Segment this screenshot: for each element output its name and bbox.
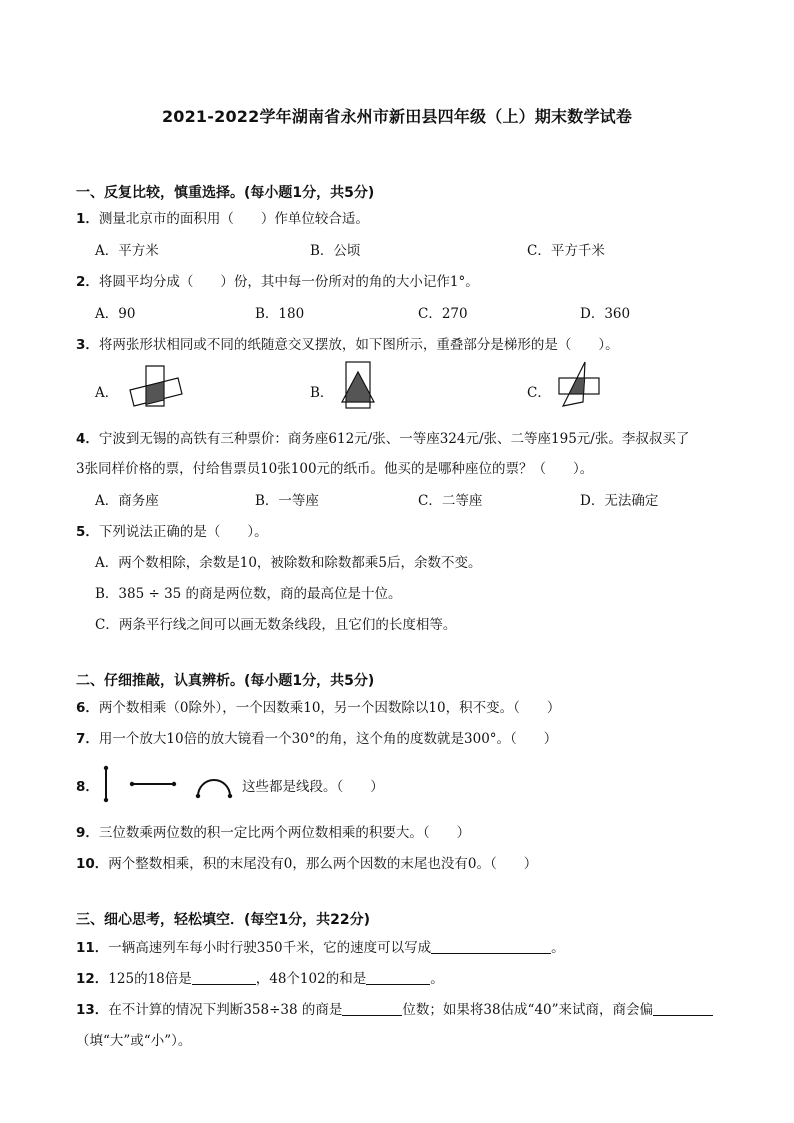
question-number: 6． — [76, 700, 99, 716]
overlap-figure-b — [338, 360, 378, 412]
question-7 — [76, 727, 557, 747]
question-number: 8． — [76, 779, 99, 795]
question-5 — [76, 520, 268, 540]
option-1c[interactable]: C．平方千米 — [527, 243, 605, 259]
question-number: 7． — [76, 731, 99, 747]
answer-blank[interactable] — [653, 1001, 713, 1016]
question-number: 1． — [76, 211, 99, 227]
option-5b[interactable]: B．385 ÷ 35 的商是两位数，商的最高位是十位。 — [95, 586, 402, 602]
question-text: 两个整数相乘，积的末尾没有0，那么两个因数的末尾也没有0。（ ） — [108, 856, 538, 872]
question-text: 下列说法正确的是（ ）。 — [98, 524, 268, 540]
segment-figures — [100, 764, 235, 804]
question-4-line2: 3张同样价格的票，付给售票员10张100元的纸币。他买的是哪种座位的票？（ ）。 — [76, 461, 594, 477]
option-2c[interactable]: C．270 — [418, 306, 468, 322]
option-1a[interactable]: A．平方米 — [95, 243, 159, 259]
question-9 — [76, 821, 470, 841]
question-text: 将两张形状相同或不同的纸随意交叉摆放，如下图所示，重叠部分是梯形的是（ ）。 — [98, 337, 619, 353]
question-13 — [76, 998, 713, 1018]
question-3 — [76, 333, 619, 353]
option-2d[interactable]: D．360 — [580, 306, 631, 322]
question-number: 9． — [76, 825, 99, 841]
question-1 — [76, 207, 369, 227]
question-text: ，48个102的和是 — [255, 971, 367, 987]
question-text: 三位数乘两位数的积一定比两个两位数相乘的积要大。（ ） — [98, 825, 471, 841]
question-text: 将圆平均分成（ ）份，其中每一份所对的角的大小记作1°。 — [98, 274, 479, 290]
question-text: 在不计算的情况下判断358÷38 的商是 — [108, 1002, 343, 1018]
option-3b[interactable]: B． — [310, 385, 334, 401]
section-heading-2: 二、仔细推敲，认真辨析。(每小题1分，共5分) — [76, 673, 375, 689]
question-12 — [76, 967, 444, 987]
overlap-figure-c — [555, 360, 605, 410]
answer-blank[interactable] — [431, 939, 551, 954]
overlap-figure-a — [124, 362, 188, 408]
option-4d[interactable]: D．无法确定 — [580, 493, 659, 509]
question-number: 12． — [76, 971, 109, 987]
option-5a[interactable]: A．两个数相除，余数是10，被除数和除数都乘5后，余数不变。 — [95, 555, 482, 571]
question-text-end: 。 — [551, 940, 565, 956]
question-11 — [76, 936, 565, 956]
question-4 — [76, 427, 689, 447]
question-text: 宁波到无锡的高铁有三种票价：商务座612元/张、一等座324元/张、二等座195元/张。李叔叔买了 — [98, 431, 690, 447]
question-number: 10． — [76, 856, 109, 872]
question-text: 位数；如果将38估成“40”来试商，商会偏 — [402, 1002, 654, 1018]
answer-blank[interactable] — [366, 970, 430, 985]
option-4b[interactable]: B．一等座 — [255, 493, 319, 509]
option-2b[interactable]: B．180 — [255, 306, 305, 322]
question-6 — [76, 696, 560, 716]
question-text-end: 。 — [430, 971, 444, 987]
question-8-text: 这些都是线段。（ ） — [242, 779, 384, 795]
option-1b[interactable]: B．公顷 — [310, 243, 361, 259]
option-2a[interactable]: A．90 — [95, 306, 136, 322]
page-title: 2021-2022学年湖南省永州市新田县四年级（上）期末数学试卷 — [161, 107, 633, 126]
question-text: 测量北京市的面积用（ ）作单位较合适。 — [98, 211, 369, 227]
section-heading-1: 一、反复比较，慎重选择。(每小题1分，共5分) — [76, 185, 375, 201]
question-text: 125的18倍是 — [108, 971, 192, 987]
question-number: 2． — [76, 274, 99, 290]
question-13-line2: （填“大”或“小”）。 — [76, 1033, 192, 1049]
question-number: 11． — [76, 940, 109, 956]
question-text: 两个数相乘（0除外），一个因数乘10，另一个因数除以10，积不变。（ ） — [98, 700, 561, 716]
option-3a[interactable]: A． — [95, 385, 119, 401]
question-number: 4． — [76, 431, 99, 447]
option-3c[interactable]: C． — [527, 385, 551, 401]
question-number: 5． — [76, 524, 99, 540]
question-text: 用一个放大10倍的放大镜看一个30°的角，这个角的度数就是300°。（ ） — [98, 731, 558, 747]
question-2 — [76, 270, 479, 290]
question-number: 13． — [76, 1002, 109, 1018]
option-4c[interactable]: C．二等座 — [418, 493, 483, 509]
question-10 — [76, 852, 537, 872]
answer-blank[interactable] — [342, 1001, 402, 1016]
answer-blank[interactable] — [192, 970, 256, 985]
question-text: 一辆高速列车每小时行驶350千米，它的速度可以写成 — [108, 940, 432, 956]
question-number: 3． — [76, 337, 99, 353]
question-8-number — [76, 775, 99, 795]
option-5c[interactable]: C．两条平行线之间可以画无数条线段，且它们的长度相等。 — [95, 617, 457, 633]
option-4a[interactable]: A．商务座 — [95, 493, 159, 509]
section-heading-3: 三、细心思考，轻松填空．(每空1分，共22分) — [76, 912, 371, 928]
